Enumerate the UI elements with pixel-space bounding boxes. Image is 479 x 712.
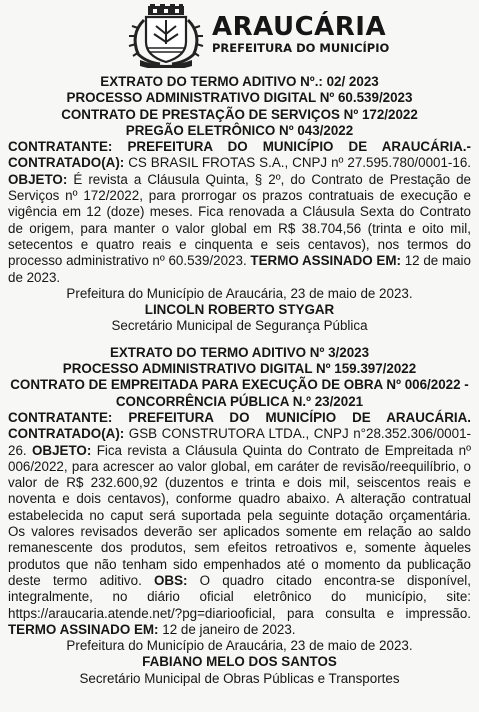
extract-1-body [8,139,471,286]
extract-1-signer: LINCOLN ROBERTO STYGAR [144,302,335,318]
assinado-value: 12 de janeiro de 2023. [158,621,296,637]
header [8,0,471,70]
contratado-value: GSB CONSTRUTORA LTDA., CNPJ n°28.352.306/0001-26. [8,426,471,458]
objeto-value: Fica revista a Cláusula Quinta do Contrato de Empreitada nº 006/2022, para acrescer ao valor global, em caráter de revisão/reequilíbrio, o valor de R$ 232.600,92 (duzentos e trinta e dois mil, seiscentos reais e noventa e dois centavos), conforme quadro abaixo. A alteração contratual estabelecida no caput será suportada pela seguinte dotação orçamentária. Os valores revisados deverão ser aplicados somente em relação ao saldo remanescente dos produtos, sem efeitos retroativos e, somente àqueles produtos que não tenham sido empenhados até o momento da publicação deste termo aditivo. [8,442,471,588]
contratante-label: CONTRATANTE: [8,409,113,425]
extract-2-signer: FABIANO MELO DOS SANTOS [142,654,337,670]
extract-2-place-date: Prefeitura do Município de Araucária, 23 de maio de 2023. [66,638,413,654]
contratante-value: PREFEITURA DO MUNICÍPIO DE ARAUCÁRIA. [112,409,471,425]
extract-1 [8,74,471,335]
extract-1-contract: CONTRATO DE PRESTAÇÃO DE SERVIÇOS Nº 172/2022 [61,106,418,122]
extract-1-auction: PREGÃO ELETRÔNICO Nº 043/2022 [125,122,354,138]
municipal-coat-of-arms-logo [124,4,208,68]
contratado-value: CS BRASIL FROTAS S.A., CNPJ nº 27.595.780/0001-16. [124,155,471,171]
brand [212,14,389,55]
section-gap [8,335,471,345]
extract-2-title: EXTRATO DO TERMO ADITIVO Nº 3/2023 [109,344,370,360]
assinado-label: TERMO ASSINADO EM: [250,253,401,269]
objeto-label: OBJETO: [8,171,68,187]
extract-2-process: PROCESSO ADMINISTRATIVO DIGITAL Nº 159.397/2022 [62,361,417,377]
extract-2-contract: CONTRATO DE EMPREITADA PARA EXECUÇÃO DE OBRA Nº 006/2022 - CONCORRÊNCIA PÚBLICA N.º 23/2021 [10,377,469,409]
contratante-label: CONTRATANTE: [8,139,113,155]
extract-2-signer-role: Secretário Municipal de Obras Públicas e Transportes [79,670,400,686]
brand-subtitle: PREFEITURA DO MUNICÍPIO [212,41,390,55]
extract-1-place-date: Prefeitura do Município de Araucária, 23 de maio de 2023. [66,285,413,301]
brand-name: ARAUCÁRIA [212,12,387,42]
assinado-label: TERMO ASSINADO EM: [8,621,159,637]
obs-value: O quadro citado encontra-se disponível, integralmente, no diário oficial eletrônico do município, site: https://araucaria.atende.net/?pg=diariooficial, para consulta e impressão. [8,572,471,621]
contratado-label: CONTRATADO(A): [8,155,125,171]
extract-1-signer-role: Secretário Municipal de Segurança Pública [111,318,368,334]
extract-2 [8,345,471,687]
obs-label: OBS: [153,572,188,588]
extract-2-body [8,410,471,638]
extract-1-title: EXTRATO DO TERMO ADITIVO Nº.: 02/ 2023 [100,74,379,89]
contratante-value: PREFEITURA DO MUNICÍPIO DE ARAUCÁRIA.- [112,139,471,155]
objeto-label: OBJETO: [32,442,92,458]
objeto-value: É revista a Cláusula Quinta, § 2º, do Contrato de Prestação de Serviços nº 172/2022, para prorrogar os prazos contratuais de execução e vigência em 12 (doze) meses. Fica renovada a Cláusula Sexta do Contrato de origem, para manter o valor global em R$ 38.704,56 (trinta e oito mil, setecentos e quatro reais e cinquenta e seis centavos), nos termos do processo administrativo nº 60.539/2023. [8,171,471,269]
contratado-label: CONTRATADO(A): [8,426,125,442]
extract-1-process: PROCESSO ADMINISTRATIVO DIGITAL Nº 60.539/2023 [66,90,413,106]
assinado-value: 12 de maio de 2023. [8,253,471,285]
